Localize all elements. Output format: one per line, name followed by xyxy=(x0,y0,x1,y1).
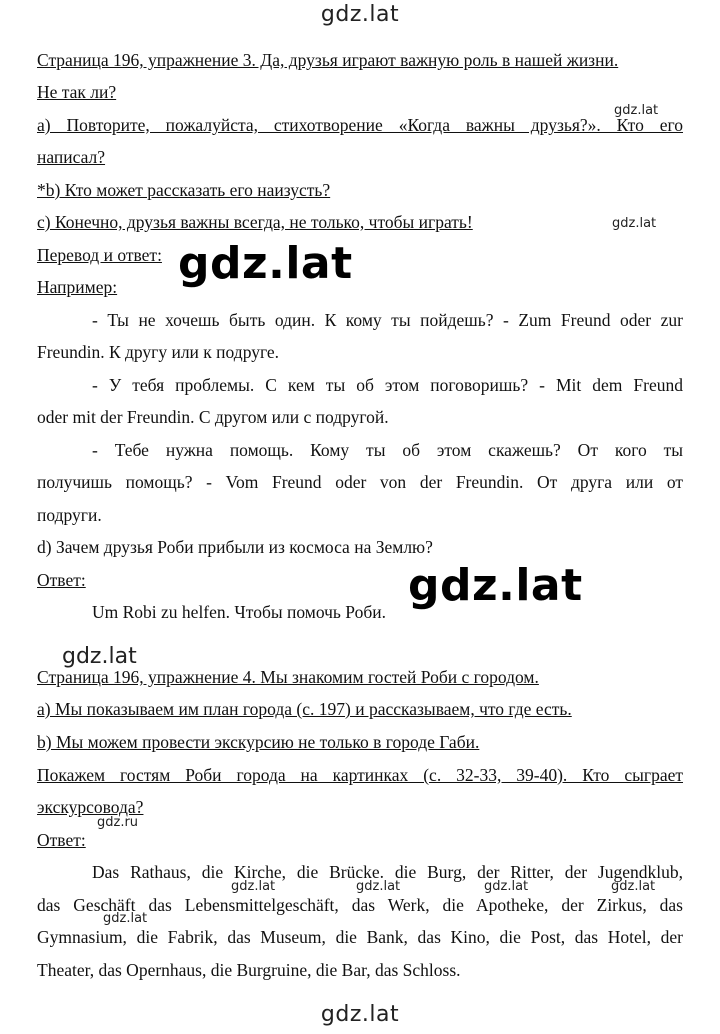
watermark-large: gdz.lat xyxy=(408,560,583,611)
answer-line: Das Rathaus, die Kirche, die Brücke. die Burg, der Ritter, der Jugendklub, xyxy=(92,862,683,882)
watermark-small: gdz.lat xyxy=(484,879,529,894)
watermark-small: gdz.lat xyxy=(231,879,276,894)
task-b: *b) Кто может рассказать его наизусть? xyxy=(37,180,331,200)
answer-line: Gymnasium, die Fabrik, das Museum, die Bank, das Kino, die Post, das Hotel, der xyxy=(37,927,683,947)
task-a: a) Мы показываем им план города (с. 197) и рассказываем, что где есть. xyxy=(37,699,572,719)
example-line: oder mit der Freundin. С другом или с подругой. xyxy=(37,407,389,427)
exercise-heading: Страница 196, упражнение 4. Мы знакомим гостей Роби с городом. xyxy=(37,667,539,687)
watermark-medium: gdz.lat xyxy=(62,644,137,669)
task-instruction-cont: экскурсовода? xyxy=(37,797,144,817)
exercise-heading: Страница 196, упражнение 3. Да, друзья играют важную роль в нашей жизни. xyxy=(37,50,619,70)
watermark-small: gdz.lat xyxy=(614,103,659,118)
answer-text: Um Robi zu helfen. Чтобы помочь Роби. xyxy=(92,602,386,622)
watermark-small: gdz.ru xyxy=(97,815,139,830)
watermark-small: gdz.lat xyxy=(611,879,656,894)
example-line: получишь помощь? - Vom Freund oder von der Freundin. От друга или от xyxy=(37,472,683,492)
task-d: d) Зачем друзья Роби прибыли из космоса на Землю? xyxy=(37,537,433,557)
answer-line: Theater, das Opernhaus, die Burgruine, die Bar, das Schloss. xyxy=(37,960,461,980)
answer-line: das Geschäft das Lebensmittelgeschäft, das Werk, die Apotheke, der Zirkus, das xyxy=(37,895,683,915)
example-line: - Ты не хочешь быть один. К кому ты пойдешь? - Zum Freund oder zur xyxy=(92,310,683,330)
task-a-cont: написал? xyxy=(37,147,106,167)
watermark-large: gdz.lat xyxy=(178,238,353,289)
example-line: - У тебя проблемы. С кем ты об этом поговоришь? - Mit dem Freund xyxy=(92,375,683,395)
example-line: подруги. xyxy=(37,505,102,525)
watermark-small: gdz.lat xyxy=(356,879,401,894)
example-line: - Тебе нужна помощь. Кому ты об этом скажешь? От кого ты xyxy=(92,440,683,460)
answer-label: Ответ: xyxy=(37,830,86,850)
exercise-heading-cont: Не так ли? xyxy=(37,82,117,102)
answer-label: Ответ: xyxy=(37,570,86,590)
task-instruction: Покажем гостям Роби города на картинках (с. 32-33, 39-40). Кто сыграет xyxy=(37,765,683,785)
task-a: a) Повторите, пожалуйста, стихотворение «Когда важны друзья?». Кто его xyxy=(37,115,683,135)
watermark-top: gdz.lat xyxy=(320,2,400,27)
example-line: Freundin. К другу или к подруге. xyxy=(37,342,280,362)
watermark-bottom: gdz.lat xyxy=(320,1002,400,1027)
example-label: Например: xyxy=(37,277,118,297)
watermark-small: gdz.lat xyxy=(612,216,657,231)
task-c: c) Конечно, друзья важны всегда, не только, чтобы играть! xyxy=(37,212,473,232)
watermark-small: gdz.lat xyxy=(103,911,148,926)
task-b: b) Мы можем провести экскурсию не только в городе Габи. xyxy=(37,732,480,752)
translation-label: Перевод и ответ: xyxy=(37,245,162,265)
